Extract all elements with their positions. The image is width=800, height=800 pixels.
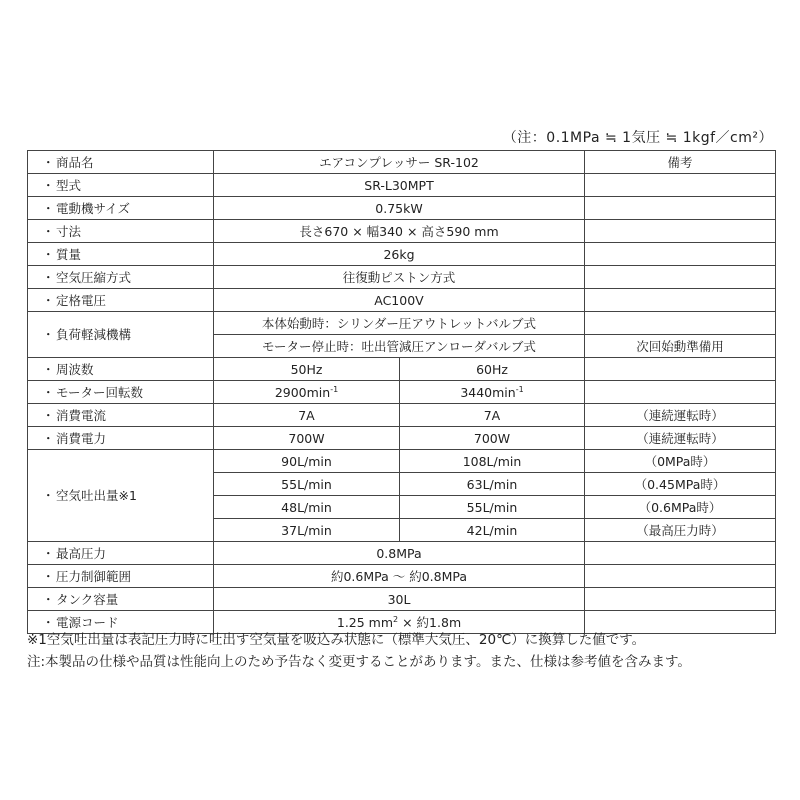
frequency-50hz: 50Hz xyxy=(214,358,400,381)
table-row xyxy=(28,427,776,450)
remarks-header: 備考 xyxy=(585,151,776,174)
remark-cell xyxy=(585,174,776,197)
max-pressure-value: 0.8MPa xyxy=(214,542,585,565)
spec-table xyxy=(27,150,776,634)
air-output-50hz: 90L/min xyxy=(214,450,400,473)
frequency-60hz: 60Hz xyxy=(400,358,585,381)
voltage-value: AC100V xyxy=(214,289,585,312)
product-name-value: エアコンプレッサー SR-102 xyxy=(214,151,585,174)
tank-capacity-value: 30L xyxy=(214,588,585,611)
table-row xyxy=(28,151,776,174)
row-label: ・型式 xyxy=(28,174,214,197)
air-output-50hz: 55L/min xyxy=(214,473,400,496)
row-label: ・空気圧縮方式 xyxy=(28,266,214,289)
mass-value: 26kg xyxy=(214,243,585,266)
row-label: ・定格電圧 xyxy=(28,289,214,312)
row-label: ・電源コード xyxy=(28,611,214,634)
current-60hz: 7A xyxy=(400,404,585,427)
row-label: ・電動機サイズ xyxy=(28,197,214,220)
remark-cell xyxy=(585,381,776,404)
row-label: ・圧力制御範囲 xyxy=(28,565,214,588)
footnote-air-output: ※1空気吐出量は表記圧力時に吐出す空気量を吸込み状態に（標準大気圧、20℃）に換算した値です。 xyxy=(27,632,646,648)
footnote-spec-change: 注:本製品の仕様や品質は性能向上のため予告なく変更することがあります。また、仕様は参考値を含みます。 xyxy=(27,654,691,670)
power-cord-value: 1.25 $mm^2$ × 約1.8m xyxy=(214,611,585,634)
row-label: ・負荷軽減機構 xyxy=(28,312,214,358)
power-remark: （連続運転時） xyxy=(585,427,776,450)
table-row xyxy=(28,381,776,404)
remark-cell xyxy=(585,542,776,565)
row-label: ・最高圧力 xyxy=(28,542,214,565)
air-output-remark: （0.45MPa時） xyxy=(585,473,776,496)
remark-cell xyxy=(585,588,776,611)
table-row xyxy=(28,197,776,220)
table-row xyxy=(28,266,776,289)
remark-cell xyxy=(585,266,776,289)
air-output-remark: （最高圧力時） xyxy=(585,519,776,542)
remark-cell xyxy=(585,358,776,381)
table-row xyxy=(28,174,776,197)
row-label: ・周波数 xyxy=(28,358,214,381)
current-50hz: 7A xyxy=(214,404,400,427)
table-row xyxy=(28,450,776,473)
power-50hz: 700W xyxy=(214,427,400,450)
footnotes xyxy=(27,629,787,673)
motor-size-value: 0.75kW xyxy=(214,197,585,220)
air-output-60hz: 63L/min xyxy=(400,473,585,496)
table-row xyxy=(28,358,776,381)
row-label: ・消費電力 xyxy=(28,427,214,450)
remark-cell xyxy=(585,312,776,335)
table-row xyxy=(28,565,776,588)
air-output-remark: （0.6MPa時） xyxy=(585,496,776,519)
air-output-60hz: 55L/min xyxy=(400,496,585,519)
unload-remark: 次回始動準備用 xyxy=(585,335,776,358)
remark-cell xyxy=(585,243,776,266)
air-output-60hz: 108L/min xyxy=(400,450,585,473)
remark-cell xyxy=(585,197,776,220)
current-remark: （連続運転時） xyxy=(585,404,776,427)
remark-cell xyxy=(585,220,776,243)
model-value: SR-L30MPT xyxy=(214,174,585,197)
table-row xyxy=(28,220,776,243)
rpm-60hz: $3440\min^{-1}$ xyxy=(400,381,585,404)
table-row xyxy=(28,404,776,427)
table-row xyxy=(28,289,776,312)
unload-value-stop: モーター停止時：吐出管減圧アンローダバルブ式 xyxy=(214,335,585,358)
unit-note: （注：0.1MPa ≒ 1気圧 ≒ 1kgf／cm²） xyxy=(502,130,773,146)
row-label: ・モーター回転数 xyxy=(28,381,214,404)
air-output-50hz: 48L/min xyxy=(214,496,400,519)
table-row xyxy=(28,588,776,611)
power-60hz: 700W xyxy=(400,427,585,450)
remark-cell xyxy=(585,289,776,312)
dimensions-value: 長さ670 × 幅340 × 高さ590 mm xyxy=(214,220,585,243)
compression-value: 往復動ピストン方式 xyxy=(214,266,585,289)
row-label: ・消費電流 xyxy=(28,404,214,427)
rpm-50hz: $2900\min^{-1}$ xyxy=(214,381,400,404)
row-label: ・寸法 xyxy=(28,220,214,243)
pressure-range-value: 約0.6MPa ～ 約0.8MPa xyxy=(214,565,585,588)
table-row xyxy=(28,312,776,335)
air-output-60hz: 42L/min xyxy=(400,519,585,542)
row-label: ・タンク容量 xyxy=(28,588,214,611)
air-output-remark: （0MPa時） xyxy=(585,450,776,473)
air-output-50hz: 37L/min xyxy=(214,519,400,542)
row-label: ・商品名 xyxy=(28,151,214,174)
unload-value-startup: 本体始動時：シリンダー圧アウトレットバルブ式 xyxy=(214,312,585,335)
table-row xyxy=(28,243,776,266)
row-label: ・質量 xyxy=(28,243,214,266)
table-row xyxy=(28,542,776,565)
row-label: ・空気吐出量※1 xyxy=(28,450,214,542)
remark-cell xyxy=(585,565,776,588)
